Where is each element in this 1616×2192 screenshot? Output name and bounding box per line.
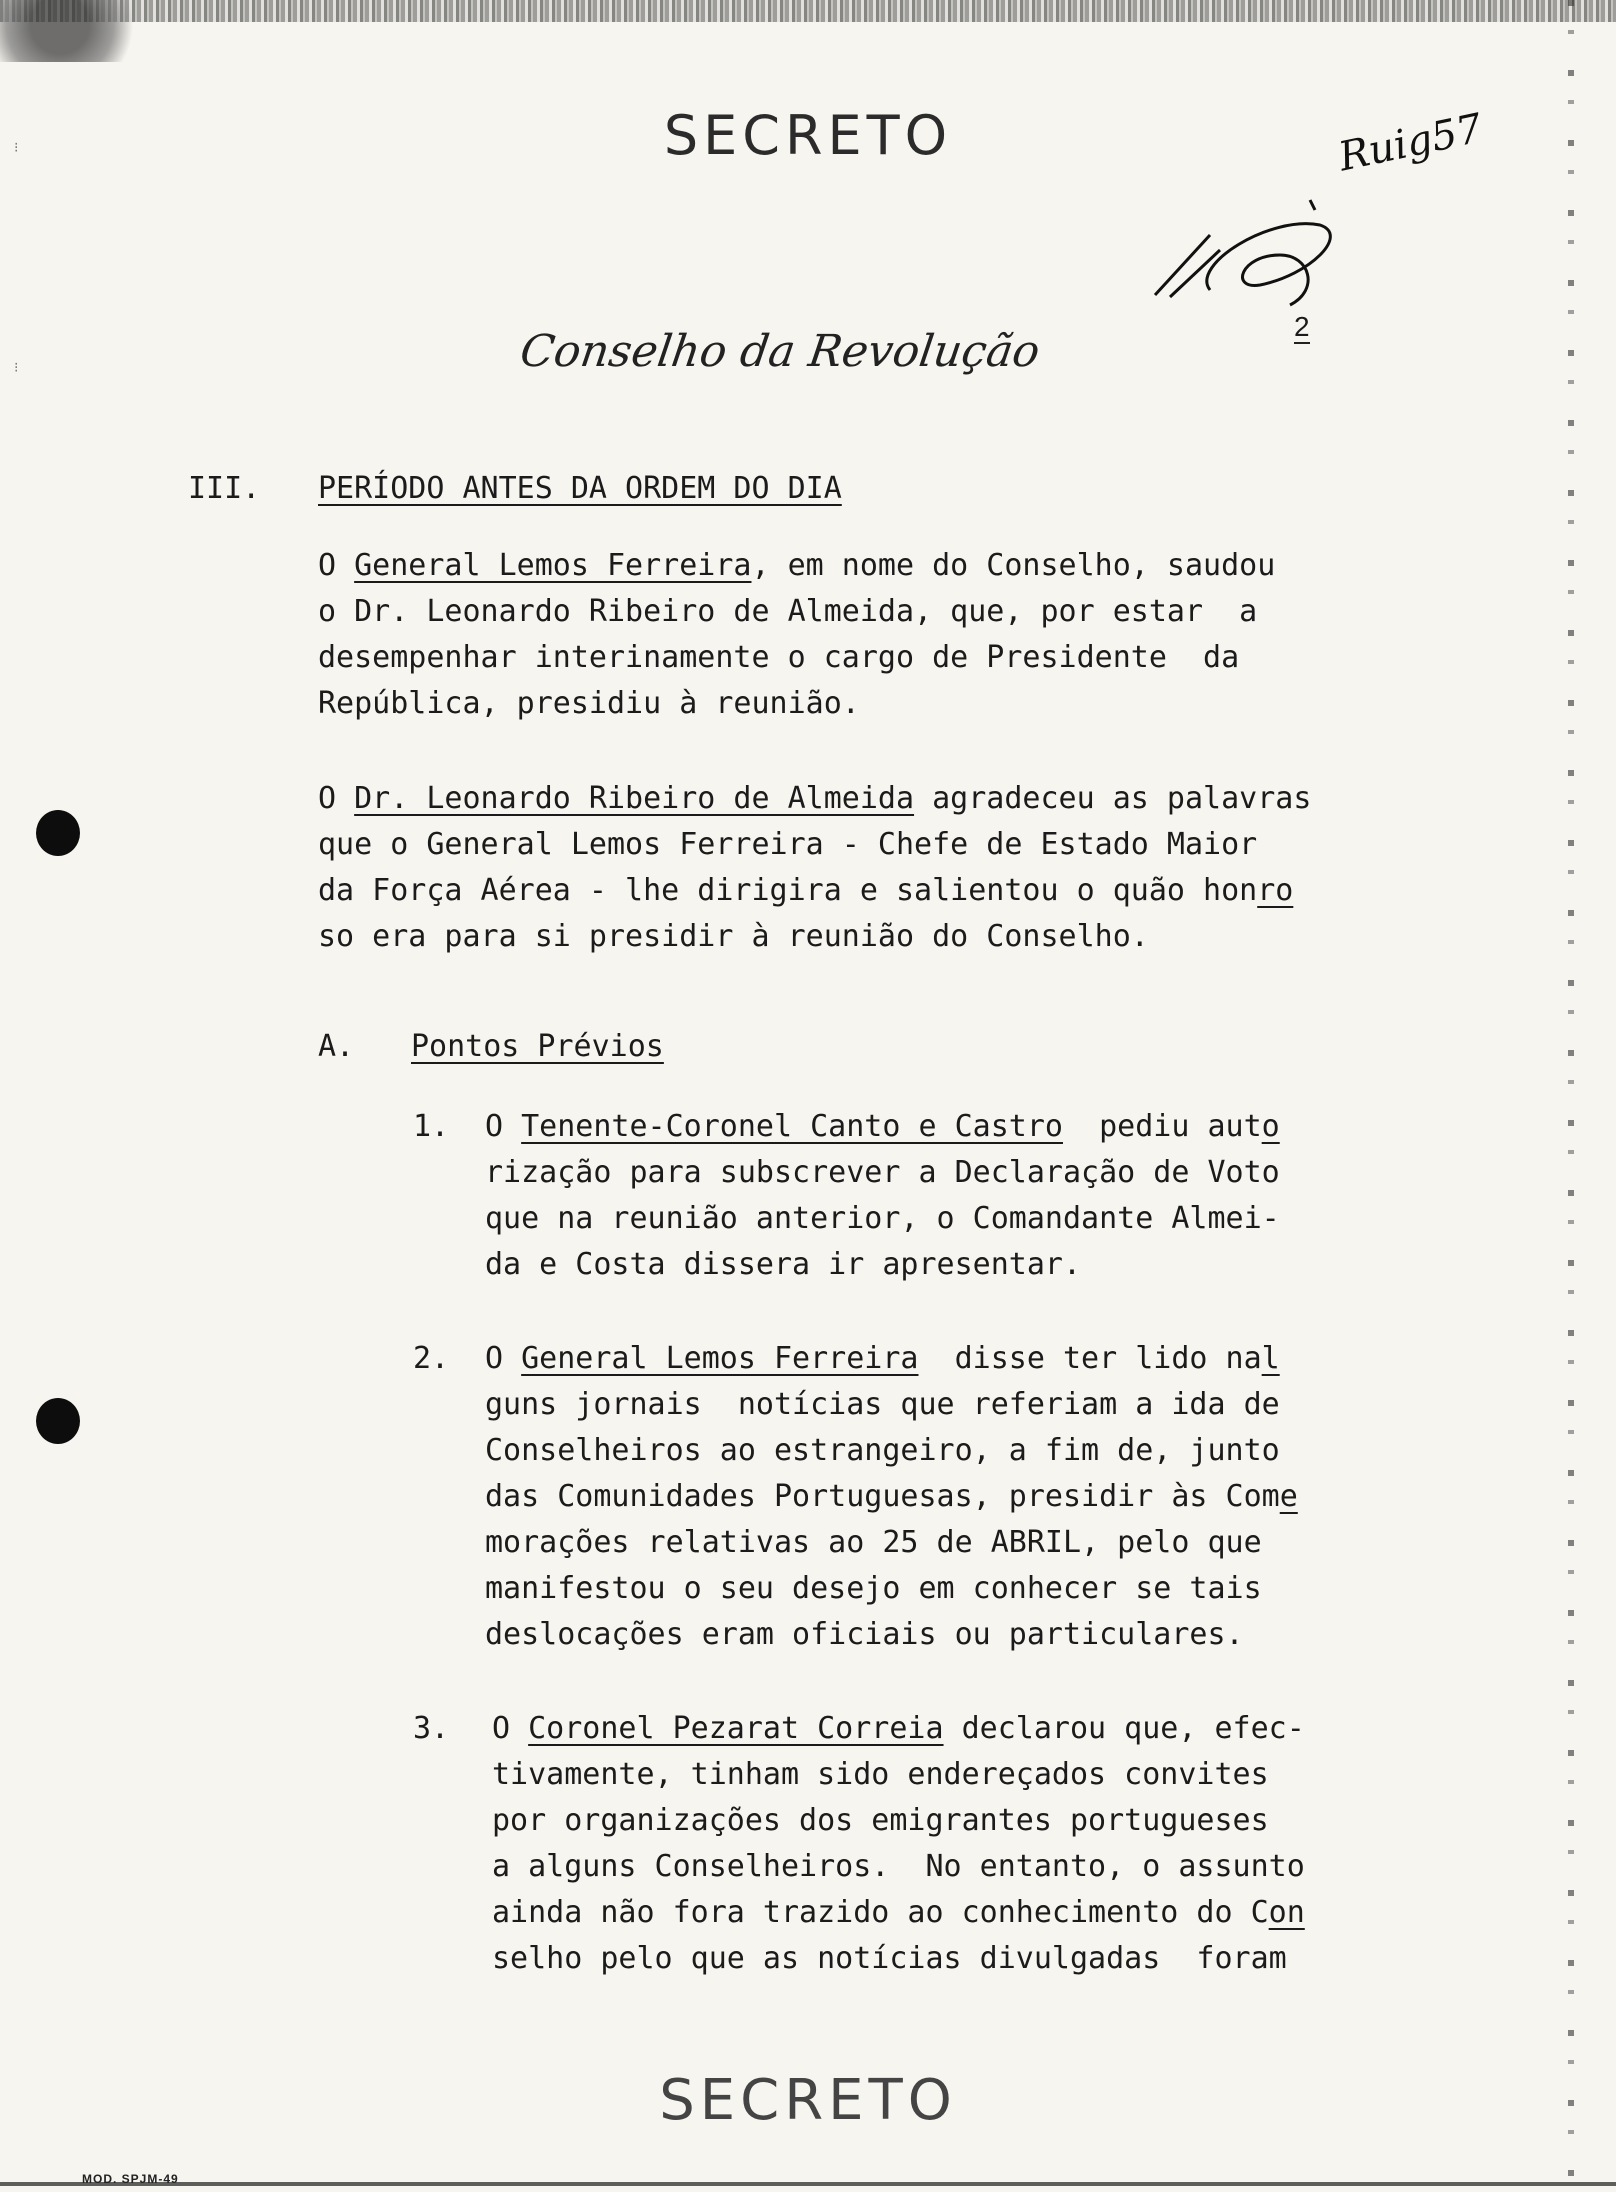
text-run: selho pelo que as notícias divulgadas foram: [492, 1941, 1287, 1976]
item-line: [485, 1336, 1280, 1382]
page-number: 2: [1294, 311, 1310, 342]
text-run: declarou que, efec-: [943, 1711, 1305, 1746]
text-run: República, presidiu à reunião.: [318, 686, 860, 721]
text-run: pediu aut: [1062, 1109, 1262, 1144]
paragraph: [318, 914, 1149, 960]
text-run: O: [318, 781, 355, 816]
text-run: tivamente, tinham sido endereçados convites: [492, 1757, 1269, 1792]
text-run: da e Costa dissera ir apresentar.: [485, 1247, 1082, 1282]
text-run: desempenhar interinamente o cargo de Presidente da: [318, 640, 1240, 675]
letterhead: Conselho da Revolução: [517, 326, 1043, 377]
paragraph: [318, 822, 1257, 868]
text-run: morações relativas ao 25 de ABRIL, pelo que: [485, 1525, 1262, 1560]
scan-edge-right: [1568, 0, 1574, 2192]
underlined-name: General Lemos Ferreira: [354, 548, 752, 583]
underlined-name: General Lemos Ferreira: [521, 1341, 919, 1376]
text-run: , em nome do Conselho, saudou: [751, 548, 1276, 583]
signature-icon: [1150, 195, 1350, 315]
item-line: [492, 1706, 1305, 1752]
text-run: disse ter lido na: [918, 1341, 1262, 1376]
item-line: [485, 1382, 1280, 1428]
edge-mark: ⁝: [14, 140, 19, 156]
text-run: Conselheiros ao estrangeiro, a fim de, junto: [485, 1433, 1280, 1468]
item-line: [485, 1104, 1280, 1150]
text-run: ainda não fora trazido ao conhecimento do C: [492, 1895, 1269, 1930]
paragraph: [318, 543, 1275, 589]
text-run: O: [318, 548, 355, 583]
subsection-letter: A.: [318, 1029, 355, 1064]
paragraph: [318, 589, 1257, 635]
item-line: [492, 1752, 1269, 1798]
punch-hole-lower: [36, 1398, 80, 1444]
item-line: [492, 1890, 1305, 1936]
underlined-name: Dr. Leonardo Ribeiro de Almeida: [354, 781, 915, 816]
item-line: [485, 1150, 1280, 1196]
text-run: que na reunião anterior, o Comandante Almei-: [485, 1201, 1280, 1236]
item-line: [485, 1566, 1262, 1612]
punch-hole-upper: [36, 810, 80, 856]
text-run: das Comunidades Portuguesas, presidir às Com: [485, 1479, 1280, 1514]
underlined-name: ro: [1257, 873, 1294, 908]
item-line: [485, 1612, 1244, 1658]
form-code: MOD. SPJM-49: [82, 2172, 179, 2186]
text-run: que o General Lemos Ferreira - Chefe de Estado Maior: [318, 827, 1258, 862]
scan-noise-corner: [0, 0, 150, 62]
text-run: guns jornais notícias que referiam a ida de: [485, 1387, 1280, 1422]
text-run: da Força Aérea - lhe dirigira e salientou o quão hon: [318, 873, 1258, 908]
classification-stamp-bottom: SECRETO: [659, 2068, 957, 2133]
text-run: O: [485, 1341, 522, 1376]
text-run: o Dr. Leonardo Ribeiro de Almeida, que, por estar a: [318, 594, 1258, 629]
underlined-name: Coronel Pezarat Correia: [528, 1711, 944, 1746]
item-number: 1.: [413, 1109, 450, 1144]
text-run: O: [485, 1109, 522, 1144]
text-run: so era para si presidir à reunião do Conselho.: [318, 919, 1149, 954]
item-number: 2.: [413, 1341, 450, 1376]
scan-noise-top: [0, 0, 1616, 22]
paragraph: [318, 635, 1239, 681]
item-line: [485, 1196, 1280, 1242]
paragraph: [318, 681, 860, 727]
text-run: rização para subscrever a Declaração de Voto: [485, 1155, 1280, 1190]
section-title: PERÍODO ANTES DA ORDEM DO DIA: [318, 471, 842, 506]
underlined-name: l: [1261, 1341, 1280, 1376]
text-run: a alguns Conselheiros. No entanto, o assunto: [492, 1849, 1305, 1884]
paragraph: [318, 868, 1293, 914]
underlined-name: e: [1279, 1479, 1298, 1514]
item-line: [492, 1798, 1269, 1844]
underlined-name: o: [1261, 1109, 1280, 1144]
paragraph: [318, 776, 1311, 822]
classification-stamp-top: SECRETO: [663, 104, 953, 167]
edge-mark: ⁝: [14, 360, 19, 376]
handwritten-note: Ruig57: [1334, 105, 1487, 181]
item-line: [485, 1242, 1081, 1288]
text-run: agradeceu as palavras: [914, 781, 1312, 816]
underlined-name: Tenente-Coronel Canto e Castro: [521, 1109, 1063, 1144]
item-line: [485, 1520, 1262, 1566]
text-run: O: [492, 1711, 529, 1746]
item-line: [485, 1428, 1280, 1474]
underlined-name: on: [1268, 1895, 1305, 1930]
section-number: III.: [188, 471, 261, 506]
text-run: por organizações dos emigrantes portugueses: [492, 1803, 1269, 1838]
item-line: [492, 1936, 1287, 1982]
text-run: deslocações eram oficiais ou particulares.: [485, 1617, 1244, 1652]
text-run: manifestou o seu desejo em conhecer se tais: [485, 1571, 1262, 1606]
item-number: 3.: [413, 1711, 450, 1746]
item-line: [485, 1474, 1298, 1520]
scan-edge-bottom: [0, 2182, 1616, 2186]
subsection-title: Pontos Prévios: [411, 1029, 664, 1064]
item-line: [492, 1844, 1305, 1890]
